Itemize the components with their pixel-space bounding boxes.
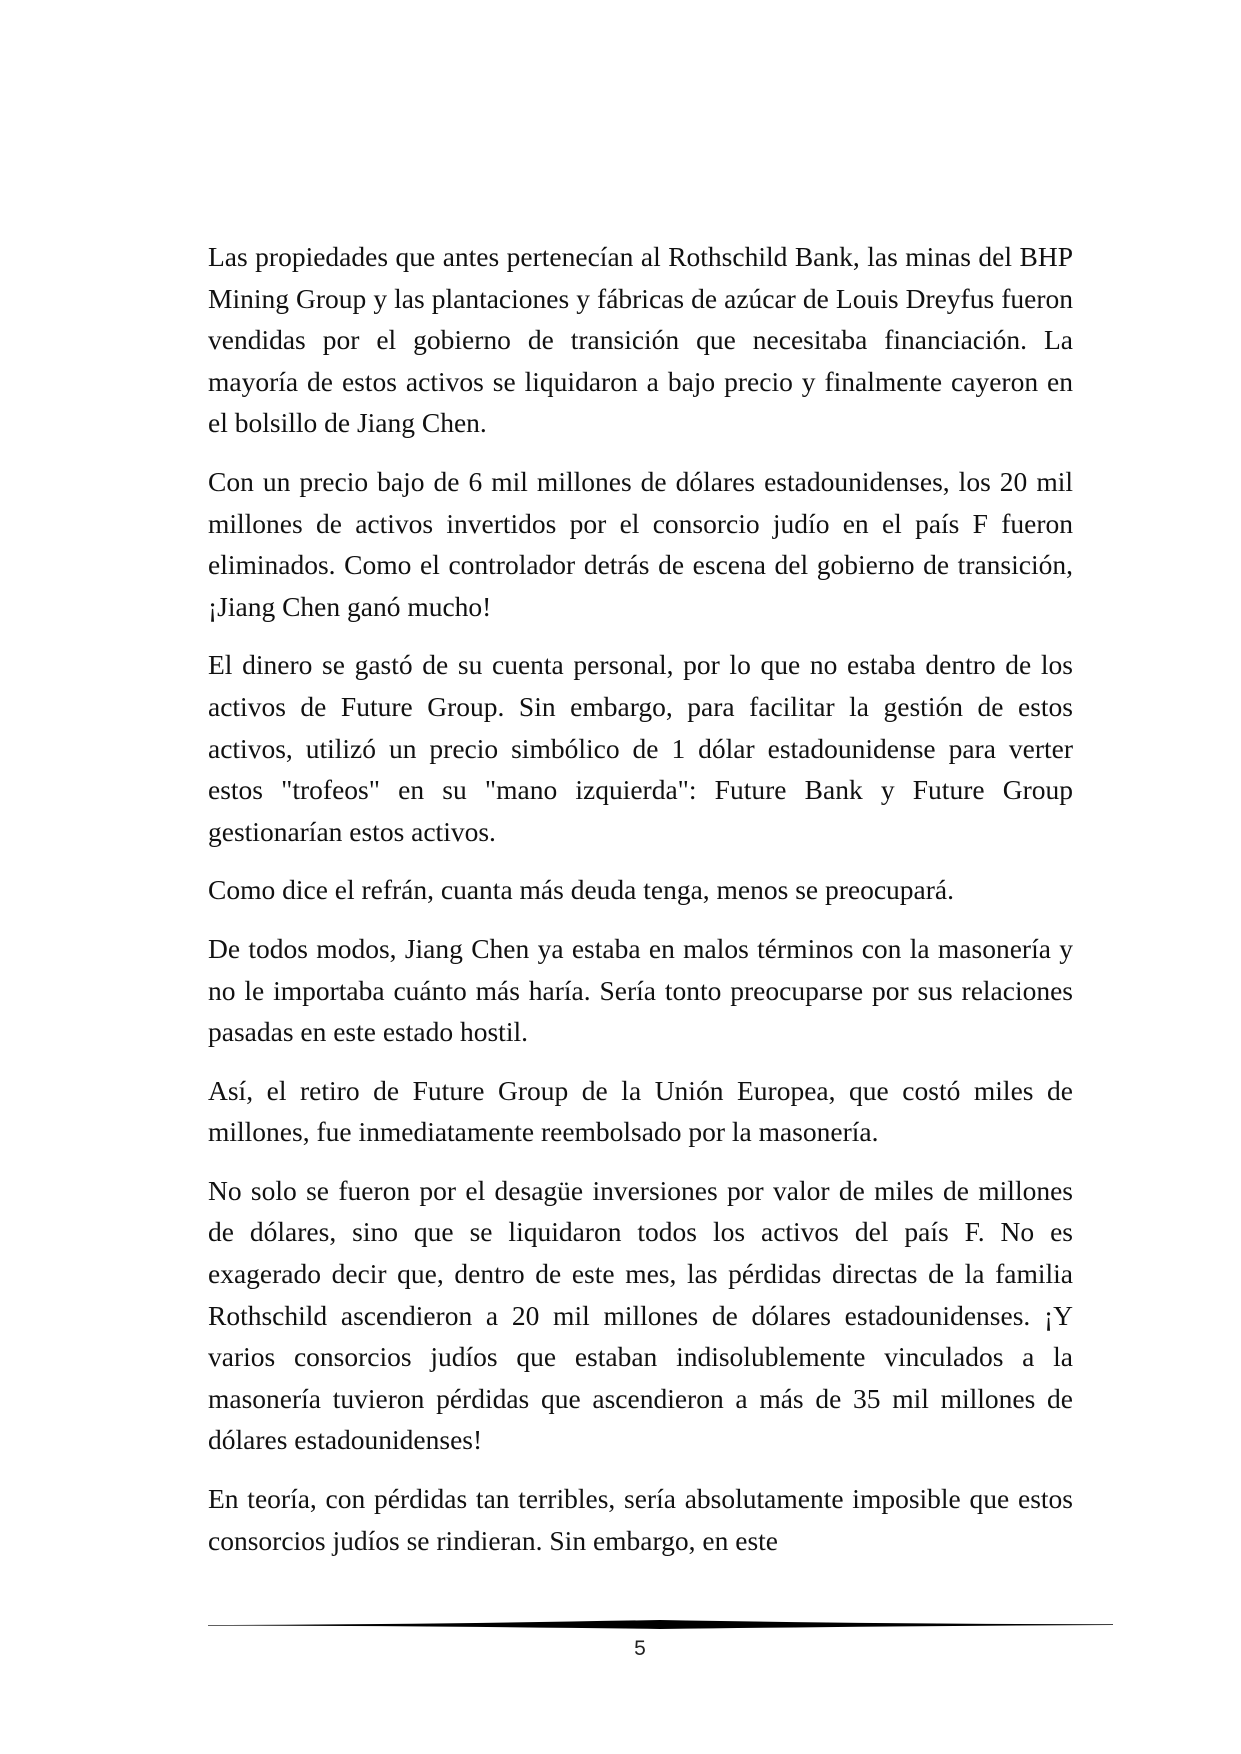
paragraph-8: En teoría, con pérdidas tan terribles, sería absolutamente imposible que estos consorcios judíos se rindieran. Sin embargo, en este: [208, 1483, 1073, 1556]
footer-rule: [208, 1617, 1113, 1631]
paragraph-2: Con un precio bajo de 6 mil millones de dólares estadounidenses, los 20 mil millones de activos invertidos por el consorcio judío en el país F fueron eliminados. Como el controlador detrás de escena del gobierno de transición, ¡Jiang Chen ganó mucho!: [208, 465, 1073, 622]
paragraph-6: Así, el retiro de Future Group de la Unión Europea, que costó miles de millones, fue inmediatamente reembolsado por la masonería.: [208, 1074, 1073, 1148]
paragraph-7: No solo se fueron por el desagüe inversiones por valor de miles de millones de dólares, sino que se liquidaron todos los activos del país F. No es exagerado decir que, dentro de este mes, las pérdidas directas de la familia Rothschild ascendieron a 20 mil millones de dólares estadounidenses. ¡Y varios consorcios judíos que estaban indisolublemente vinculados a la masonería tuvieron pérdidas que ascendieron a más de 35 mil millones de dólares estadounidenses!: [208, 1174, 1073, 1456]
paragraph-1: Las propiedades que antes pertenecían al Rothschild Bank, las minas del BHP Mining Group y las plantaciones y fábricas de azúcar de Louis Dreyfus fueron vendidas por el gobierno de transición que necesitaba financiación. La mayoría de estos activos se liquidaron a bajo precio y finalmente cayeron en el bolsillo de Jiang Chen.: [208, 241, 1073, 439]
page-number: 5: [634, 1637, 646, 1660]
paragraph-5: De todos modos, Jiang Chen ya estaba en malos términos con la masonería y no le importaba cuánto más haría. Sería tonto preocuparse por sus relaciones pasadas en este estado hostil.: [208, 932, 1073, 1048]
body-text: [208, 236, 1073, 1578]
paragraph-3: El dinero se gastó de su cuenta personal, por lo que no estaba dentro de los activos de Future Group. Sin embargo, para facilitar la gestión de estos activos, utilizó un precio simbólico de 1 dólar estadounidense para verter estos "trofeos" en su "mano izquierda": Future Bank y Future Group gestionarían estos activos.: [208, 649, 1073, 847]
paragraph-4: Como dice el refrán, cuanta más deuda tenga, menos se preocupará.: [208, 874, 955, 906]
